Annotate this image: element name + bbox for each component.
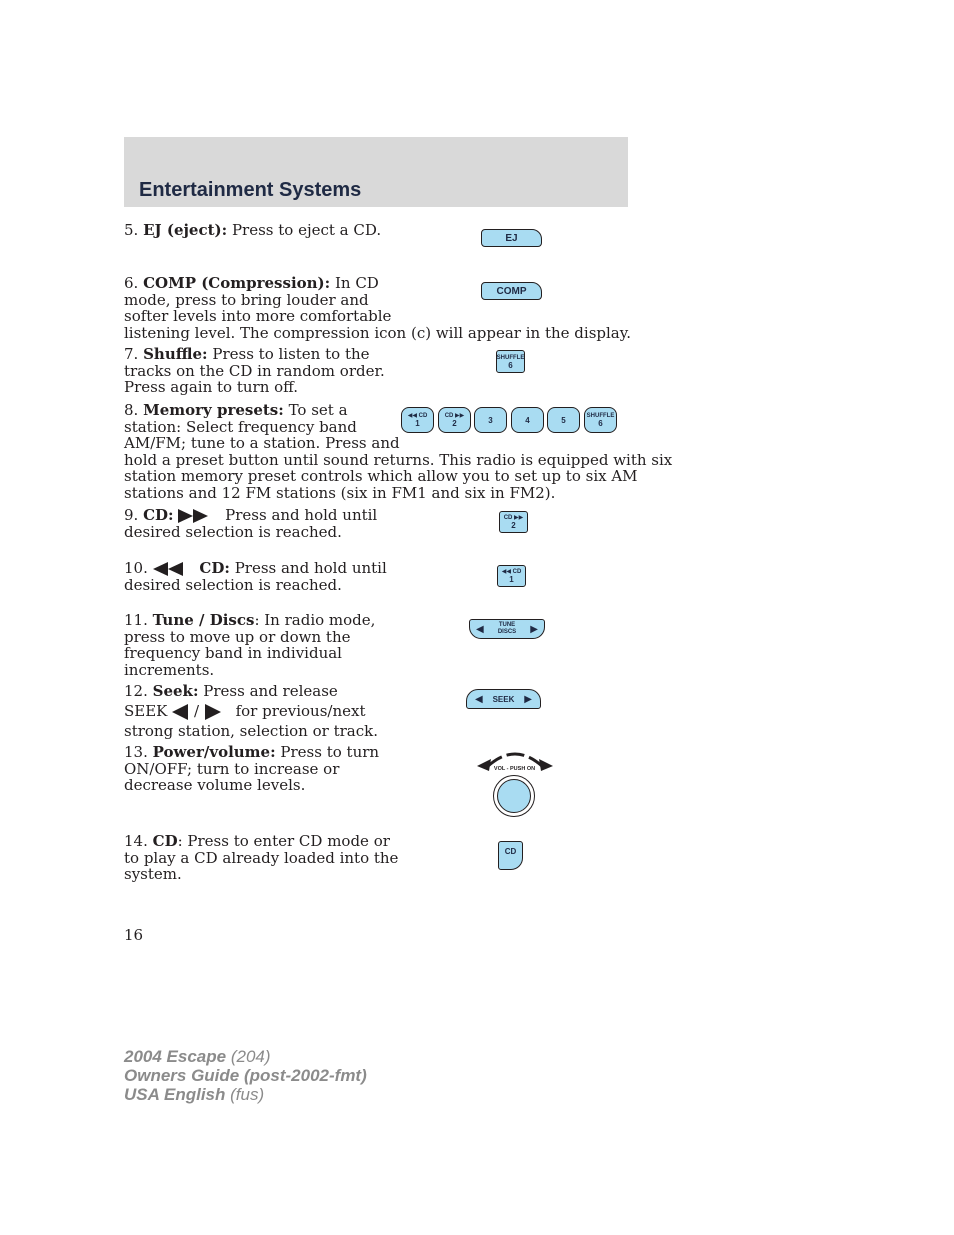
item-shuffle: 7. Shuffle: Press to listen to the tracks on the CD in random order. Press again to turn off. <box>124 345 385 396</box>
rewind-icon <box>153 561 187 577</box>
section-title: Entertainment Systems <box>139 179 362 201</box>
tune-down-arrow-icon[interactable]: ◀ <box>476 623 484 635</box>
cd-mode-button[interactable]: CD <box>498 841 523 870</box>
fast-forward-icon <box>178 508 212 524</box>
volume-knob-face <box>497 779 531 813</box>
page-number: 16 <box>124 926 144 944</box>
section-header <box>124 137 628 207</box>
seek-forward-icon <box>204 704 221 720</box>
tune-discs-rocker[interactable]: ◀ TUNE DISCS ▶ <box>469 619 545 639</box>
item-memory-presets: 8. Memory presets: To set a station: Select frequency band AM/FM; tune to a station. Press and hold a preset button until sound returns. This radio is equipped with six station memory preset controls which allow you to set up to six AM stations and 12 FM stations (six in FM1 and six in FM2). <box>124 401 673 502</box>
document-footer: 2004 Escape (204) Owners Guide (post-2002-fmt) USA English (fus) <box>124 1047 367 1104</box>
seek-rocker[interactable]: ◀ SEEK ▶ <box>466 689 541 709</box>
preset-4-button[interactable]: 4 <box>511 407 544 433</box>
seek-back-arrow-icon[interactable]: ◀ <box>475 693 483 705</box>
cd-rewind-button[interactable]: ◀◀ CD 1 <box>497 565 526 587</box>
shuffle-button[interactable]: SHUFFLE 6 <box>496 350 525 373</box>
item-tune-discs: 11. Tune / Discs: In radio mode, press to move up or down the frequency band in individual increments. <box>124 611 376 679</box>
seek-forward-arrow-icon[interactable]: ▶ <box>524 693 532 705</box>
comp-button[interactable]: COMP <box>481 282 542 300</box>
cd-forward-button[interactable]: CD ▶▶ 2 <box>499 511 528 533</box>
item-power-volume: 13. Power/volume: Press to turn ON/OFF; turn to increase or decrease volume levels. <box>124 743 380 794</box>
volume-knob[interactable] <box>493 775 535 817</box>
volume-label: VOL - PUSH ON <box>493 766 536 772</box>
item-cd-forward: 9. CD: Press and hold until desired selection is reached. <box>124 506 378 541</box>
item-cd-rewind: 10. CD: Press and hold until desired selection is reached. <box>124 559 387 594</box>
item-seek: 12. Seek: Press and release SEEK / for previous/next strong station, selection or track. <box>124 682 378 740</box>
preset-3-button[interactable]: 3 <box>474 407 507 433</box>
preset-2-button[interactable]: CD ▶▶ 2 <box>438 407 471 433</box>
item-cd-mode: 14. CD: Press to enter CD mode or to play a CD already loaded into the system. <box>124 832 399 883</box>
eject-button[interactable]: EJ <box>481 229 542 247</box>
preset-6-button[interactable]: SHUFFLE 6 <box>584 407 617 433</box>
item-eject: 5. EJ (eject): Press to eject a CD. <box>124 221 382 239</box>
preset-1-button[interactable]: ◀◀ CD 1 <box>401 407 434 433</box>
preset-buttons-row <box>401 407 617 433</box>
seek-back-icon <box>172 704 189 720</box>
preset-5-button[interactable]: 5 <box>547 407 580 433</box>
tune-up-arrow-icon[interactable]: ▶ <box>530 623 538 635</box>
item-compression: 6. COMP (Compression): In CD mode, press to bring louder and softer levels into more comfortable listening level. The compression icon (c) will appear in the display. <box>124 274 631 342</box>
